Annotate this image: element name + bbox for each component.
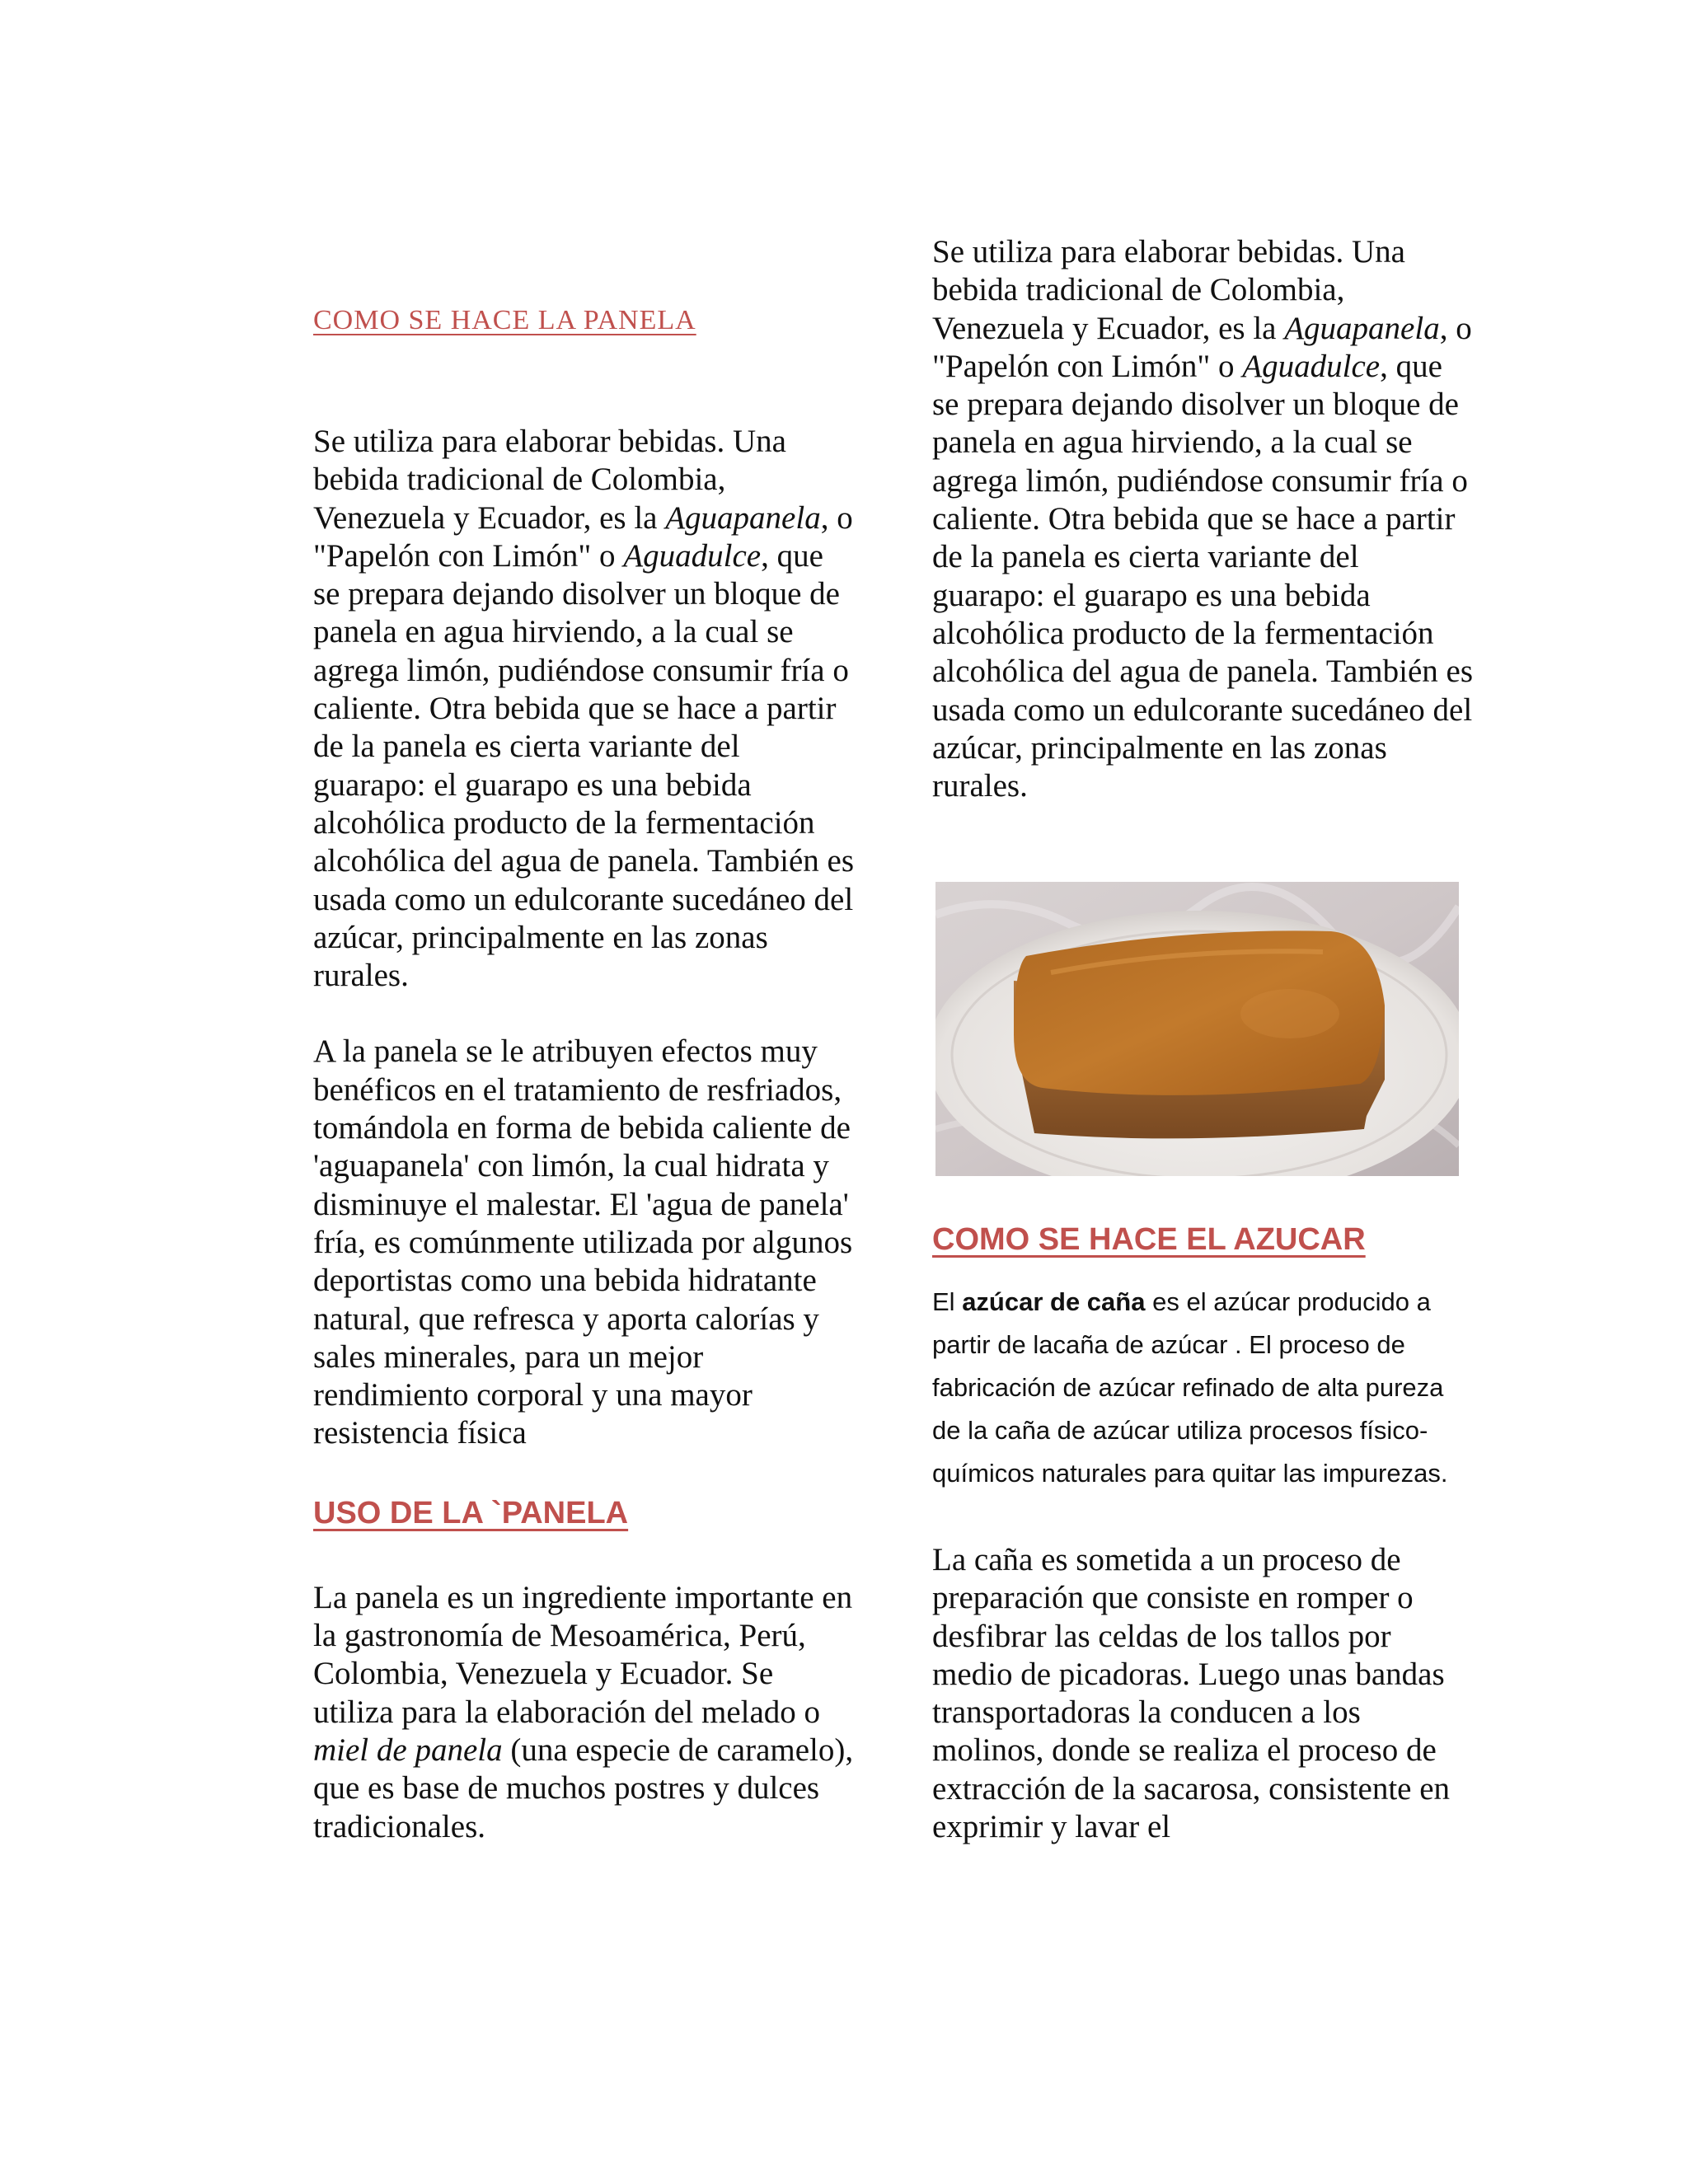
paragraph-bebidas-repeat: Se utiliza para elaborar bebidas. Una bebida tradicional de Colombia, Venezuela y Ecuador, es la Aguapanela, o "Papelón con Limón" o Aguadulce, que se prepara dejando disolver un bloque de panela en agua hirviendo, a la cual se agrega limón, pudiéndose consumir fría o caliente. Otra bebida que se hace a partir de la panela es cierta variante del guarapo: el guarapo es una bebida alcohólica producto de la fermentación alcohólica del agua de panela. También es usada como un edulcorante sucedáneo del azúcar, principalmente en las zonas rurales. (932, 234, 1474, 804)
paragraph-proceso-cana: La caña es sometida a un proceso de preparación que consiste en romper o desfibrar las celdas de los tallos por medio de picadoras. Luego unas bandas transportadoras la conducen a los molinos, donde se realiza el proceso de extracción de la sacarosa, consistente en exprimir y lavar el (932, 1542, 1451, 1845)
panela-block-photo (935, 882, 1459, 1176)
heading-como-se-hace-la-panela: COMO SE HACE LA PANELA (313, 305, 696, 335)
right-column (932, 233, 1476, 805)
panela-photo-icon (935, 882, 1459, 1176)
left-column (313, 305, 857, 1846)
heading-como-se-hace-el-azucar: COMO SE HACE EL AZUCAR (932, 1222, 1366, 1257)
heading-uso-de-la-panela: USO DE LA `PANELA (313, 1495, 629, 1530)
paragraph-efectos: A la panela se le atribuyen efectos muy benéficos en el tratamiento de resfriados, tomándola en forma de bebida caliente de 'aguapanela' con limón, la cual hidrata y disminuye el malestar. El 'agua de panela' fría, es comúnmente utilizada por algunos deportistas como una bebida hidratante natural, que refresca y aporta calorías y sales minerales, para un mejor rendimiento corporal y una mayor resistencia física (313, 1033, 853, 1451)
paragraph-gastronomia: La panela es un ingrediente importante en la gastronomía de Mesoamérica, Perú, Colombia, Venezuela y Ecuador. Se utiliza para la elaboración del melado o miel de panela (una especie de caramelo), que es base de muchos postres y dulces tradicionales. (313, 1579, 854, 1844)
paragraph-azucar-de-cana: El azúcar de caña es el azúcar producido a partir de lacaña de azúcar . El proceso de fabricación de azúcar refinado de alta pureza de la caña de azúcar utiliza procesos físico-químicos naturales para quitar las impurezas. (932, 1287, 1448, 1488)
right-column-lower (932, 1222, 1476, 1846)
paragraph-bebidas: Se utiliza para elaborar bebidas. Una bebida tradicional de Colombia, Venezuela y Ecuador, es la Aguapanela, o "Papelón con Limón" o Aguadulce, que se prepara dejando disolver un bloque de panela en agua hirviendo, a la cual se agrega limón, pudiéndose consumir fría o caliente. Otra bebida que se hace a partir de la panela es cierta variante del guarapo: el guarapo es una bebida alcohólica producto de la fermentación alcohólica del agua de panela. También es usada como un edulcorante sucedáneo del azúcar, principalmente en las zonas rurales. (313, 424, 855, 994)
